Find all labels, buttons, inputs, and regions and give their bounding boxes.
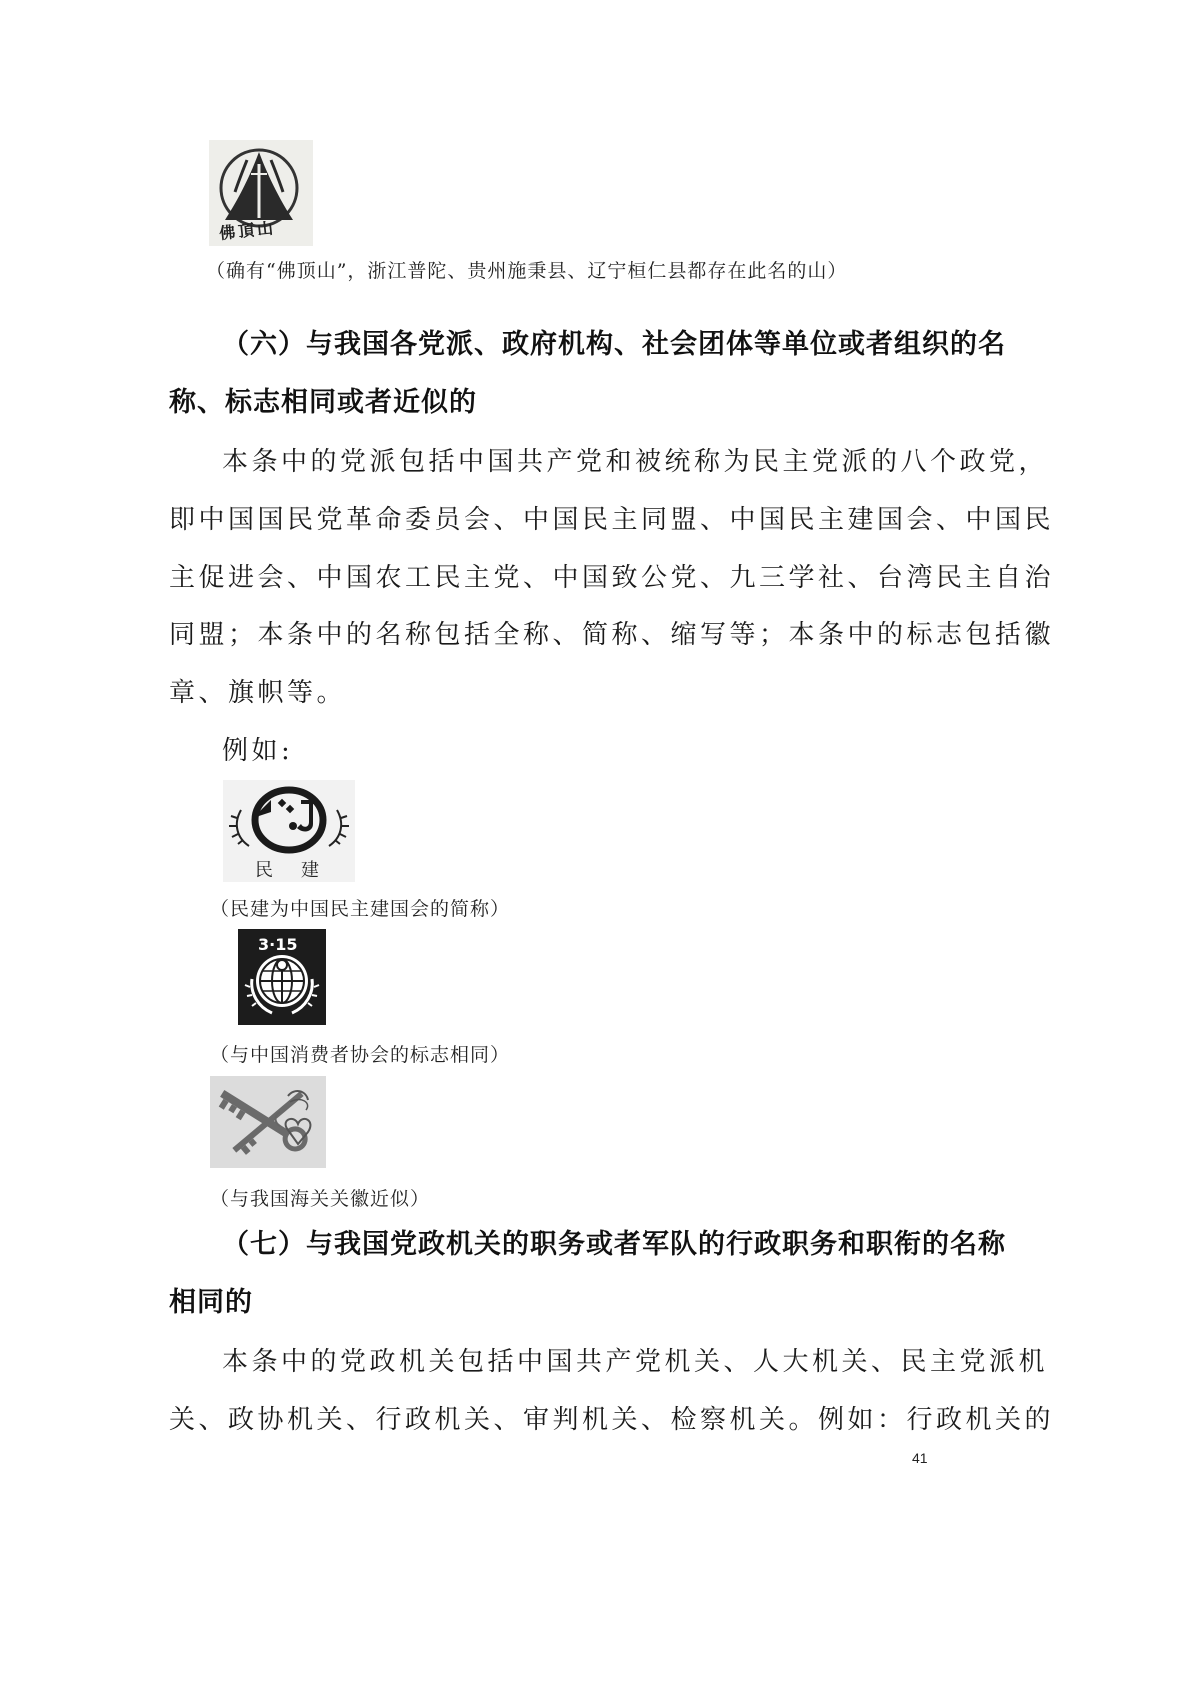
customs-caption: （与我国海关关徽近似） [210,1188,431,1210]
minjian-logo-lettering: 民建 [255,860,347,881]
foding-logo-lettering: 佛頂山 [218,218,277,243]
section7-para-line: 关、政协机关、行政机关、审判机关、检察机关。例如：行政机关的 [169,1405,1055,1435]
consumer-association-logo [238,929,326,1025]
foding-mountain-logo [209,140,313,246]
section6-para-line: 本条中的党派包括中国共产党和被统称为民主党派的八个政党， [222,447,1049,477]
minjian-logo [223,780,355,882]
section7-heading-line2: 相同的 [169,1287,253,1318]
foding-caption: （确有“佛顶山”，浙江普陀、贵州施秉县、辽宁桓仁县都存在此名的山） [206,260,848,282]
consumer-caption: （与中国消费者协会的标志相同） [210,1044,511,1066]
section6-heading-line1: （六）与我国各党派、政府机构、社会团体等单位或者组织的名 [222,329,1006,360]
example-label: 例如: [222,736,294,766]
section7-heading-line1: （七）与我国党政机关的职务或者军队的行政职务和职衔的名称 [222,1229,1006,1260]
section6-para-line: 同盟；本条中的名称包括全称、简称、缩写等；本条中的标志包括徽 [169,620,1055,650]
section6-heading-line2: 称、标志相同或者近似的 [169,387,477,418]
page-number: 41 [912,1450,928,1466]
section6-para-line: 主促进会、中国农工民主党、中国致公党、九三学社、台湾民主自治 [169,563,1055,593]
minjian-caption: （民建为中国民主建国会的简称） [210,898,511,920]
consumer-logo-lettering: 3·15 [258,935,298,954]
section7-para-line: 本条中的党政机关包括中国共产党机关、人大机关、民主党派机 [222,1347,1049,1377]
section6-para-line: 章、旗帜等。 [169,678,347,708]
section6-para-line: 即中国国民党革命委员会、中国民主同盟、中国民主建国会、中国民 [169,505,1055,535]
customs-like-emblem [210,1076,326,1168]
